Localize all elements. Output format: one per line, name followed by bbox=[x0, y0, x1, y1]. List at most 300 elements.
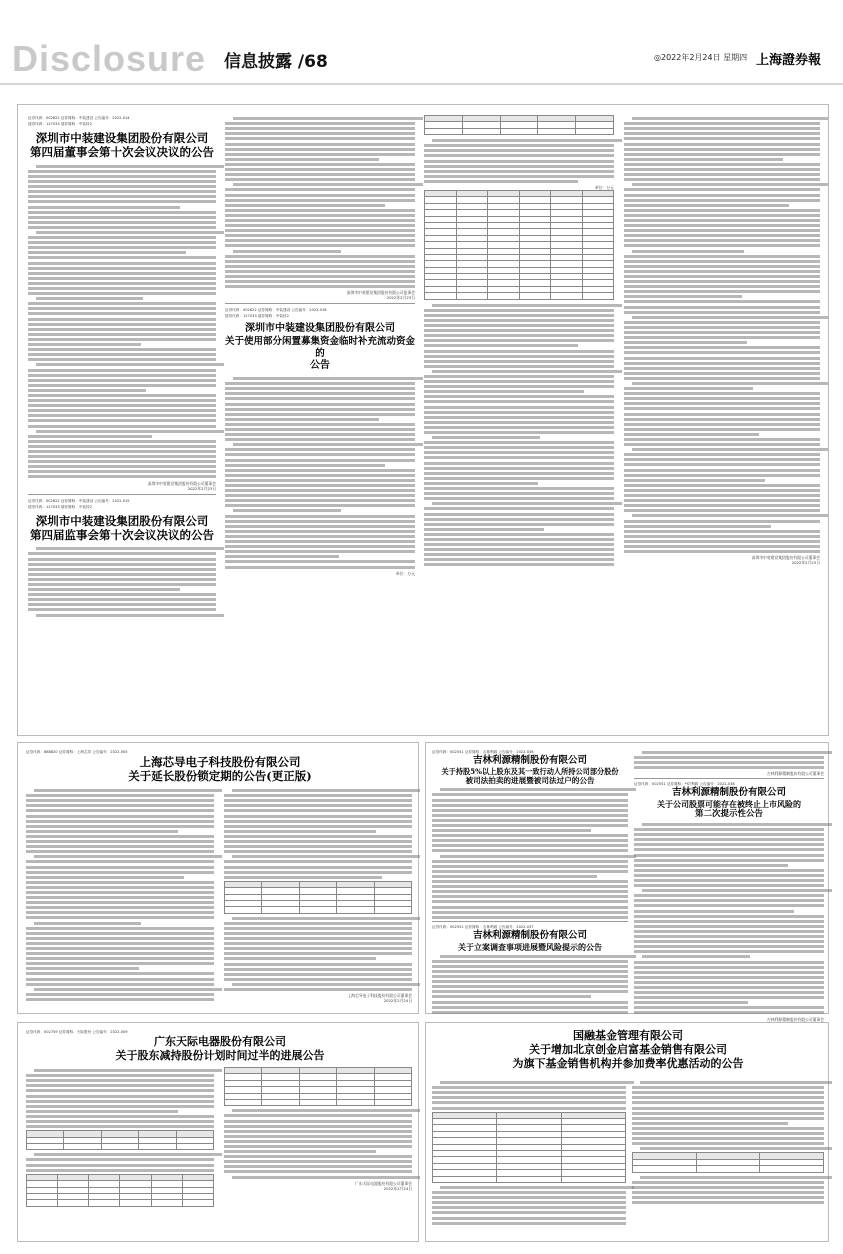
text-line bbox=[26, 804, 214, 807]
article-title: 深圳市中装建设集团股份有限公司 bbox=[35, 513, 209, 528]
text-line bbox=[440, 955, 636, 958]
text-line bbox=[432, 1196, 626, 1199]
text-line bbox=[624, 499, 820, 502]
article-body bbox=[225, 117, 415, 288]
text-line bbox=[632, 250, 744, 253]
text-line bbox=[424, 523, 614, 526]
text-line bbox=[424, 563, 614, 566]
text-line bbox=[634, 854, 824, 857]
text-line bbox=[424, 329, 614, 332]
text-line bbox=[225, 504, 415, 507]
article-signature: 深圳市中装建设集团股份有限公司董事会 bbox=[751, 555, 820, 561]
text-line bbox=[634, 945, 824, 948]
panel-xindao bbox=[17, 742, 419, 1014]
text-line bbox=[632, 1132, 824, 1135]
masthead bbox=[0, 0, 843, 84]
text-line bbox=[28, 216, 216, 219]
text-line bbox=[634, 940, 824, 943]
text-line bbox=[225, 178, 415, 181]
text-line bbox=[624, 525, 771, 528]
text-line bbox=[634, 991, 824, 994]
article-title: 关于立案调查事项进展暨风险提示的公告 bbox=[458, 941, 602, 952]
text-line bbox=[224, 871, 412, 874]
text-line bbox=[432, 829, 591, 832]
article-title: 吉林利源精制股份有限公司 bbox=[472, 929, 587, 941]
text-line bbox=[224, 1135, 412, 1138]
table-cell bbox=[696, 1166, 760, 1172]
text-line bbox=[632, 382, 828, 385]
text-line bbox=[225, 132, 415, 135]
article-body bbox=[432, 788, 628, 918]
text-line bbox=[624, 418, 820, 421]
article-body bbox=[432, 1186, 626, 1225]
text-line bbox=[634, 910, 794, 913]
text-line bbox=[225, 530, 415, 533]
text-line bbox=[224, 1140, 412, 1143]
text-line bbox=[624, 285, 820, 288]
article-title: 深圳市中装建设集团股份有限公司 bbox=[245, 323, 395, 335]
table-cell bbox=[497, 1176, 561, 1182]
text-line bbox=[225, 535, 415, 538]
text-line bbox=[632, 1137, 824, 1140]
text-line bbox=[432, 895, 628, 898]
text-line bbox=[624, 306, 820, 309]
text-line bbox=[624, 168, 820, 171]
text-line bbox=[26, 1110, 178, 1113]
text-line bbox=[225, 540, 415, 543]
text-line bbox=[232, 855, 420, 858]
article-body bbox=[634, 823, 824, 1014]
text-line bbox=[624, 275, 820, 278]
table-cell bbox=[182, 1200, 213, 1206]
text-line bbox=[225, 418, 379, 421]
text-line bbox=[634, 828, 824, 831]
text-line bbox=[28, 195, 216, 198]
text-line bbox=[224, 1165, 412, 1168]
text-line bbox=[632, 1096, 824, 1099]
text-line bbox=[624, 280, 820, 283]
text-line bbox=[28, 343, 141, 346]
text-line bbox=[28, 475, 216, 478]
unit-label: 单位：万元 bbox=[595, 185, 614, 191]
text-line bbox=[225, 499, 415, 502]
text-line bbox=[225, 515, 415, 518]
text-line bbox=[424, 431, 614, 434]
text-line bbox=[224, 927, 412, 930]
text-line bbox=[424, 180, 578, 183]
text-line bbox=[26, 967, 139, 970]
article-header: 证券代码：002822 证券简称：中装建设 公告编号：2022-015 bbox=[28, 498, 130, 503]
text-line bbox=[624, 443, 820, 446]
text-line bbox=[632, 1107, 824, 1110]
table-row bbox=[225, 907, 412, 913]
table-cell bbox=[299, 907, 336, 913]
text-line bbox=[624, 474, 820, 477]
text-line bbox=[424, 446, 614, 449]
text-line bbox=[224, 799, 412, 802]
text-line bbox=[26, 993, 214, 996]
text-line bbox=[225, 566, 415, 569]
text-line bbox=[34, 988, 222, 991]
article-header: 债券代码：127033 债券简称：中装转2 bbox=[28, 122, 92, 126]
text-line bbox=[28, 608, 216, 611]
text-line bbox=[28, 414, 216, 417]
text-line bbox=[26, 901, 214, 904]
table-cell bbox=[120, 1200, 151, 1206]
text-line bbox=[624, 204, 789, 207]
text-line bbox=[634, 879, 824, 882]
text-line bbox=[232, 1176, 420, 1179]
panel-zhongzhuang bbox=[17, 104, 829, 736]
text-line bbox=[624, 143, 820, 146]
text-line bbox=[432, 890, 628, 893]
text-line bbox=[225, 280, 415, 283]
table-cell bbox=[262, 1099, 299, 1105]
column-1 bbox=[28, 115, 216, 619]
text-line bbox=[624, 132, 820, 135]
text-line bbox=[440, 1081, 634, 1084]
text-line bbox=[28, 312, 216, 315]
text-line bbox=[424, 170, 614, 173]
text-line bbox=[424, 385, 614, 388]
text-line bbox=[640, 1176, 832, 1179]
text-line bbox=[632, 1117, 824, 1120]
table-cell bbox=[299, 1099, 336, 1105]
text-line bbox=[26, 952, 214, 955]
text-line bbox=[225, 397, 415, 400]
column-1 bbox=[432, 749, 628, 1016]
text-line bbox=[424, 507, 614, 510]
text-line bbox=[28, 399, 216, 402]
table-row bbox=[633, 1166, 824, 1172]
text-line bbox=[624, 341, 747, 344]
column-1 bbox=[432, 1079, 626, 1227]
text-line bbox=[624, 229, 820, 232]
text-line bbox=[624, 397, 820, 400]
text-line bbox=[440, 788, 636, 791]
text-line bbox=[424, 421, 614, 424]
text-line bbox=[28, 333, 216, 336]
text-line bbox=[26, 962, 214, 965]
text-line bbox=[225, 137, 415, 140]
text-line bbox=[624, 489, 820, 492]
text-line bbox=[424, 462, 614, 465]
text-line bbox=[424, 513, 614, 516]
text-line bbox=[224, 809, 412, 812]
text-line bbox=[632, 1186, 824, 1189]
text-line bbox=[225, 408, 415, 411]
text-line bbox=[624, 255, 820, 258]
text-line bbox=[26, 809, 214, 812]
text-line bbox=[224, 968, 412, 971]
text-line bbox=[28, 302, 216, 305]
text-line bbox=[424, 467, 614, 470]
article-sig-date: 2022年2月23日 bbox=[187, 485, 216, 491]
column-4 bbox=[624, 115, 820, 565]
text-line bbox=[225, 275, 415, 278]
text-line bbox=[26, 881, 214, 884]
text-line bbox=[224, 840, 412, 843]
table-cell bbox=[337, 1099, 374, 1105]
text-line bbox=[424, 154, 614, 157]
text-line bbox=[28, 206, 180, 209]
text-line bbox=[225, 163, 415, 166]
article-body bbox=[224, 917, 412, 991]
table-cell bbox=[374, 907, 411, 913]
text-line bbox=[624, 219, 820, 222]
text-line bbox=[632, 1122, 788, 1125]
text-line bbox=[26, 825, 214, 828]
text-line bbox=[624, 367, 820, 370]
text-line bbox=[28, 251, 186, 254]
text-line bbox=[225, 387, 415, 390]
article-signature: 上海芯导电子科技股份有限公司董事会 bbox=[347, 993, 412, 999]
text-line bbox=[432, 502, 622, 505]
text-line bbox=[424, 160, 614, 163]
text-line bbox=[28, 440, 216, 443]
text-line bbox=[432, 139, 622, 142]
text-line bbox=[26, 1074, 214, 1077]
text-line bbox=[26, 866, 214, 869]
text-line bbox=[36, 614, 224, 617]
article-divider bbox=[28, 494, 216, 495]
text-line bbox=[424, 406, 614, 409]
text-line bbox=[225, 423, 415, 426]
issue-date: ◎2022年2月24日 星期四 bbox=[654, 53, 748, 62]
text-line bbox=[225, 392, 415, 395]
text-line bbox=[624, 326, 820, 329]
text-line bbox=[28, 588, 180, 591]
text-line bbox=[624, 178, 820, 181]
text-line bbox=[624, 504, 820, 507]
text-line bbox=[28, 180, 216, 183]
text-line bbox=[432, 799, 628, 802]
text-line bbox=[225, 560, 415, 563]
text-line bbox=[432, 885, 628, 888]
table-cell bbox=[225, 907, 262, 913]
text-line bbox=[432, 906, 628, 909]
text-line bbox=[28, 578, 216, 581]
text-line bbox=[632, 1086, 824, 1089]
text-line bbox=[28, 282, 216, 285]
text-line bbox=[225, 403, 415, 406]
text-line bbox=[26, 983, 214, 986]
text-line bbox=[28, 256, 216, 259]
text-line bbox=[224, 1130, 412, 1133]
text-line bbox=[624, 387, 753, 390]
text-line bbox=[624, 438, 820, 441]
text-line bbox=[224, 1120, 412, 1123]
text-line bbox=[225, 285, 415, 288]
table-cell bbox=[425, 293, 457, 299]
article-body bbox=[632, 1176, 824, 1204]
text-line bbox=[28, 558, 216, 561]
text-line bbox=[624, 137, 820, 140]
text-line bbox=[225, 428, 415, 431]
text-line bbox=[26, 1105, 214, 1108]
article-title: 关于使用部分闲置募集资金临时补充流动资金的 bbox=[225, 335, 416, 359]
text-line bbox=[640, 1147, 832, 1150]
article-title: 广东天际电器股份有限公司 bbox=[154, 1035, 286, 1048]
text-line bbox=[28, 267, 216, 270]
article-body bbox=[424, 304, 614, 567]
text-line bbox=[28, 603, 216, 606]
text-line bbox=[424, 175, 614, 178]
text-line bbox=[36, 430, 224, 433]
text-line bbox=[634, 843, 824, 846]
text-line bbox=[28, 593, 216, 596]
text-line bbox=[634, 930, 824, 933]
text-line bbox=[632, 183, 828, 186]
text-line bbox=[225, 199, 415, 202]
text-line bbox=[224, 1155, 412, 1158]
text-line bbox=[624, 540, 820, 543]
text-line bbox=[624, 199, 820, 202]
text-line bbox=[225, 214, 415, 217]
text-line bbox=[28, 241, 216, 244]
text-line bbox=[225, 148, 415, 151]
text-line bbox=[634, 996, 824, 999]
table-cell bbox=[433, 1176, 497, 1182]
text-line bbox=[225, 239, 415, 242]
text-line bbox=[26, 947, 214, 950]
text-line bbox=[225, 168, 415, 171]
text-line bbox=[432, 995, 591, 998]
text-line bbox=[224, 815, 412, 818]
article-sig-date: 2022年2月24日 bbox=[383, 1185, 412, 1191]
table-cell bbox=[101, 1144, 138, 1150]
text-line bbox=[424, 558, 614, 561]
article-sig-date: 2022年2月24日 bbox=[383, 998, 412, 1004]
text-line bbox=[225, 382, 415, 385]
text-line bbox=[28, 369, 216, 372]
text-line bbox=[28, 394, 216, 397]
article-title: 被司法拍卖的进展暨被司法过户的公告 bbox=[465, 775, 595, 785]
text-line bbox=[624, 520, 820, 523]
column-1 bbox=[26, 1067, 214, 1207]
text-line bbox=[28, 318, 216, 321]
text-line bbox=[432, 975, 628, 978]
text-line bbox=[225, 494, 415, 497]
text-line bbox=[624, 357, 820, 360]
column-1 bbox=[26, 787, 214, 1003]
text-line bbox=[225, 433, 415, 436]
article-title: 上海芯导电子科技股份有限公司 bbox=[139, 755, 301, 769]
text-line bbox=[28, 563, 216, 566]
article-header: 证券代码：002551 证券简称：吉林利源 公告编号：2022-036 bbox=[432, 750, 534, 754]
text-line bbox=[26, 845, 214, 848]
table-cell bbox=[551, 293, 583, 299]
text-line bbox=[28, 583, 216, 586]
text-line bbox=[624, 530, 820, 533]
text-line bbox=[28, 409, 216, 412]
text-line bbox=[642, 823, 832, 826]
article-title: 国融基金管理有限公司 bbox=[573, 1029, 683, 1042]
text-line bbox=[432, 1001, 628, 1004]
text-line bbox=[634, 899, 824, 902]
text-line bbox=[28, 236, 216, 239]
text-line bbox=[624, 295, 742, 298]
newspaper-name: 上海證券報 bbox=[756, 53, 822, 68]
article-body bbox=[624, 117, 820, 553]
table-cell bbox=[561, 1176, 625, 1182]
text-line bbox=[34, 1069, 222, 1072]
text-line bbox=[432, 990, 628, 993]
text-line bbox=[432, 370, 622, 373]
article-divider bbox=[634, 778, 824, 779]
text-line bbox=[432, 965, 628, 968]
text-line bbox=[632, 1142, 824, 1145]
text-line bbox=[634, 976, 824, 979]
text-line bbox=[624, 239, 820, 242]
text-line bbox=[28, 465, 216, 468]
text-line bbox=[624, 290, 820, 293]
text-line bbox=[624, 265, 820, 268]
text-line bbox=[624, 173, 820, 176]
text-line bbox=[28, 445, 216, 448]
text-line bbox=[28, 384, 216, 387]
article-sig-date: 2022年2月23日 bbox=[791, 560, 820, 566]
text-line bbox=[225, 448, 415, 451]
text-line bbox=[424, 492, 614, 495]
article-title: 为旗下基金销售机构并参加费率优惠活动的公告 bbox=[512, 1056, 744, 1070]
text-line bbox=[624, 413, 820, 416]
text-line bbox=[225, 525, 415, 528]
data-table bbox=[26, 1174, 214, 1207]
text-line bbox=[624, 458, 820, 461]
text-line bbox=[424, 375, 614, 378]
article-header: 债券代码：127033 债券简称：中装转2 bbox=[28, 504, 92, 509]
text-line bbox=[432, 1006, 628, 1009]
text-line bbox=[634, 848, 824, 851]
text-line bbox=[424, 416, 614, 419]
text-line bbox=[26, 871, 214, 874]
text-line bbox=[432, 1191, 626, 1194]
text-line bbox=[634, 925, 824, 928]
text-line bbox=[28, 287, 216, 290]
text-line bbox=[28, 470, 216, 473]
text-line bbox=[624, 550, 820, 553]
text-line bbox=[224, 794, 412, 797]
panel-liyuan bbox=[425, 742, 829, 1022]
text-line bbox=[424, 380, 614, 383]
text-line bbox=[36, 231, 224, 234]
text-line bbox=[424, 355, 614, 358]
text-line bbox=[232, 917, 420, 920]
text-line bbox=[432, 804, 628, 807]
text-line bbox=[225, 469, 415, 472]
article-signature: 吉林利源精制股份有限公司董事会 bbox=[767, 771, 824, 777]
article-body bbox=[225, 377, 415, 568]
text-line bbox=[624, 428, 820, 431]
article-signature: 广东天际电器股份有限公司董事会 bbox=[355, 1180, 412, 1186]
text-line bbox=[225, 255, 415, 258]
text-line bbox=[424, 456, 614, 459]
table-cell bbox=[633, 1166, 697, 1172]
table-cell bbox=[374, 1099, 411, 1105]
text-line bbox=[624, 377, 820, 380]
text-line bbox=[26, 1169, 214, 1172]
text-line bbox=[26, 891, 214, 894]
article-signature: 吉林利源精制股份有限公司董事会 bbox=[767, 1016, 824, 1022]
table-cell bbox=[582, 293, 614, 299]
text-line bbox=[432, 824, 628, 827]
text-line bbox=[432, 1222, 626, 1225]
text-line bbox=[424, 411, 614, 414]
text-line bbox=[424, 472, 614, 475]
text-line bbox=[424, 487, 614, 490]
text-line bbox=[624, 209, 820, 212]
